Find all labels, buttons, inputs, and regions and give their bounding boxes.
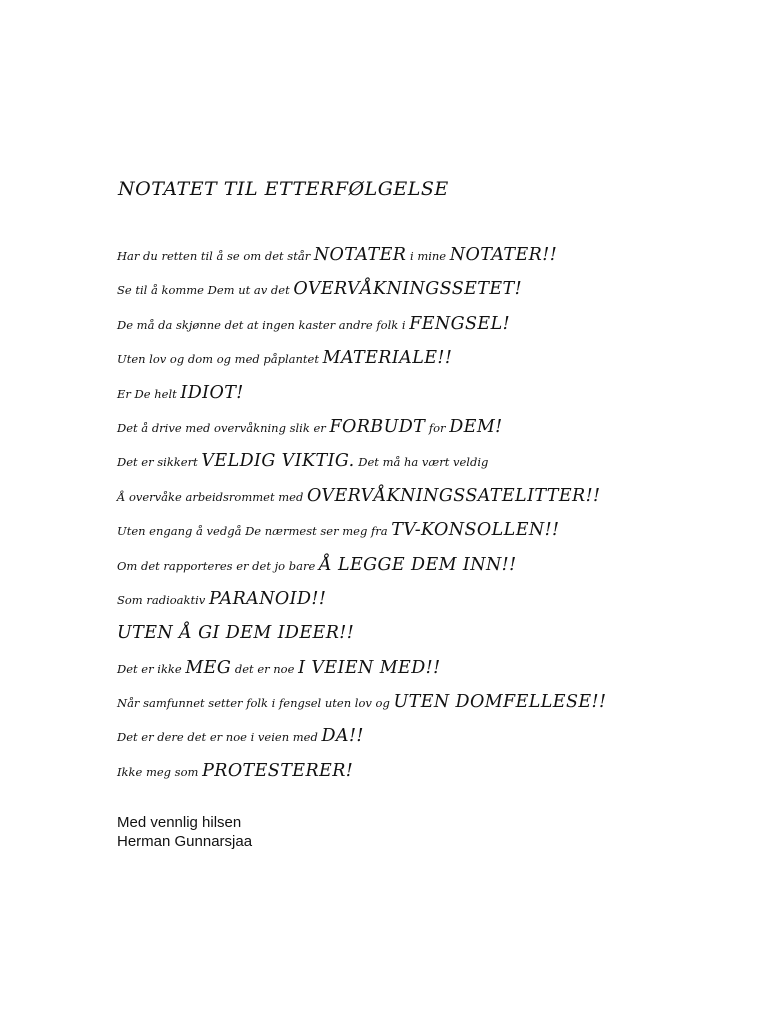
line-text: Ikke meg som: [117, 764, 203, 779]
emphasis-text: FENGSEL!: [409, 313, 511, 334]
line-text: Se til å komme Dem ut av det: [117, 283, 294, 298]
poem-line: [117, 450, 606, 484]
emphasis-text: VELDIG VIKTIG.: [201, 451, 355, 472]
emphasis-text: UTEN DOMFELLESE!!: [393, 692, 607, 713]
poem-line: [117, 554, 606, 588]
emphasis-text: FORBUDT: [329, 416, 426, 437]
emphasis-text: TV-KONSOLLEN!!: [391, 520, 560, 541]
emphasis-text: OVERVÅKNINGSSETET!: [293, 279, 523, 300]
poem-line: [117, 691, 606, 725]
emphasis-text: I VEIEN MED!!: [298, 657, 441, 678]
signature-block: [117, 813, 252, 851]
line-text: Om det rapporteres er det jo bare: [117, 558, 319, 573]
line-text: Når samfunnet setter folk i fengsel uten lov og: [117, 696, 394, 711]
emphasis-text: Å LEGGE DEM INN!!: [318, 554, 517, 575]
poem-line: [117, 278, 606, 312]
poem-line: [117, 657, 606, 691]
signature-closing: Med vennlig hilsen: [117, 814, 242, 831]
emphasis-text: DEM!: [449, 416, 503, 437]
line-text: det er noe: [231, 661, 299, 676]
line-text: Det er sikkert: [117, 455, 202, 470]
poem-line: [117, 622, 606, 656]
emphasis-text: UTEN Å GI DEM IDEER!!: [117, 623, 355, 644]
poem-line: [117, 347, 606, 381]
poem-line: [117, 382, 606, 416]
line-text: Uten lov og dom og med påplantet: [117, 352, 323, 367]
line-text: i mine: [406, 249, 450, 263]
line-text: Det er dere det er noe i veien med: [117, 730, 322, 745]
poem-line: [117, 725, 606, 759]
line-text: Det er ikke: [117, 661, 186, 676]
emphasis-text: OVERVÅKNINGSSATELITTER!!: [306, 485, 601, 506]
line-text: for: [425, 420, 450, 435]
line-text: Er De helt: [117, 386, 181, 401]
line-text: Det må ha vært veldig: [354, 455, 489, 470]
emphasis-text: NOTATER!!: [449, 245, 558, 265]
emphasis-text: MEG: [185, 657, 232, 678]
document-title: NOTATET TIL ETTERFØLGELSE: [118, 178, 449, 200]
emphasis-text: DA!!: [321, 726, 364, 747]
poem-line: [117, 760, 606, 794]
line-text: Det å drive med overvåkning slik er: [117, 420, 330, 435]
line-text: De må da skjønne det at ingen kaster andre folk i: [117, 317, 410, 332]
poem-line: [117, 313, 606, 347]
poem-line: [117, 416, 606, 450]
line-text: Uten engang å vedgå De nærmest ser meg fra: [117, 524, 392, 539]
poem-line: [117, 485, 606, 519]
poem-line: [117, 588, 606, 622]
emphasis-text: NOTATER: [313, 245, 407, 265]
line-text: Å overvåke arbeidsrommet med: [117, 489, 307, 504]
line-text: Har du retten til å se om det står: [117, 249, 314, 263]
emphasis-text: PARANOID!!: [208, 588, 327, 609]
signature-name: Herman Gunnarsjaa: [117, 833, 253, 850]
line-text: Som radioaktiv: [117, 592, 209, 607]
emphasis-text: IDIOT!: [180, 382, 244, 403]
poem-line: [117, 244, 606, 278]
emphasis-text: MATERIALE!!: [322, 348, 453, 369]
poem-line: [117, 519, 606, 553]
poem-body: [117, 244, 606, 794]
emphasis-text: PROTESTERER!: [202, 760, 354, 781]
